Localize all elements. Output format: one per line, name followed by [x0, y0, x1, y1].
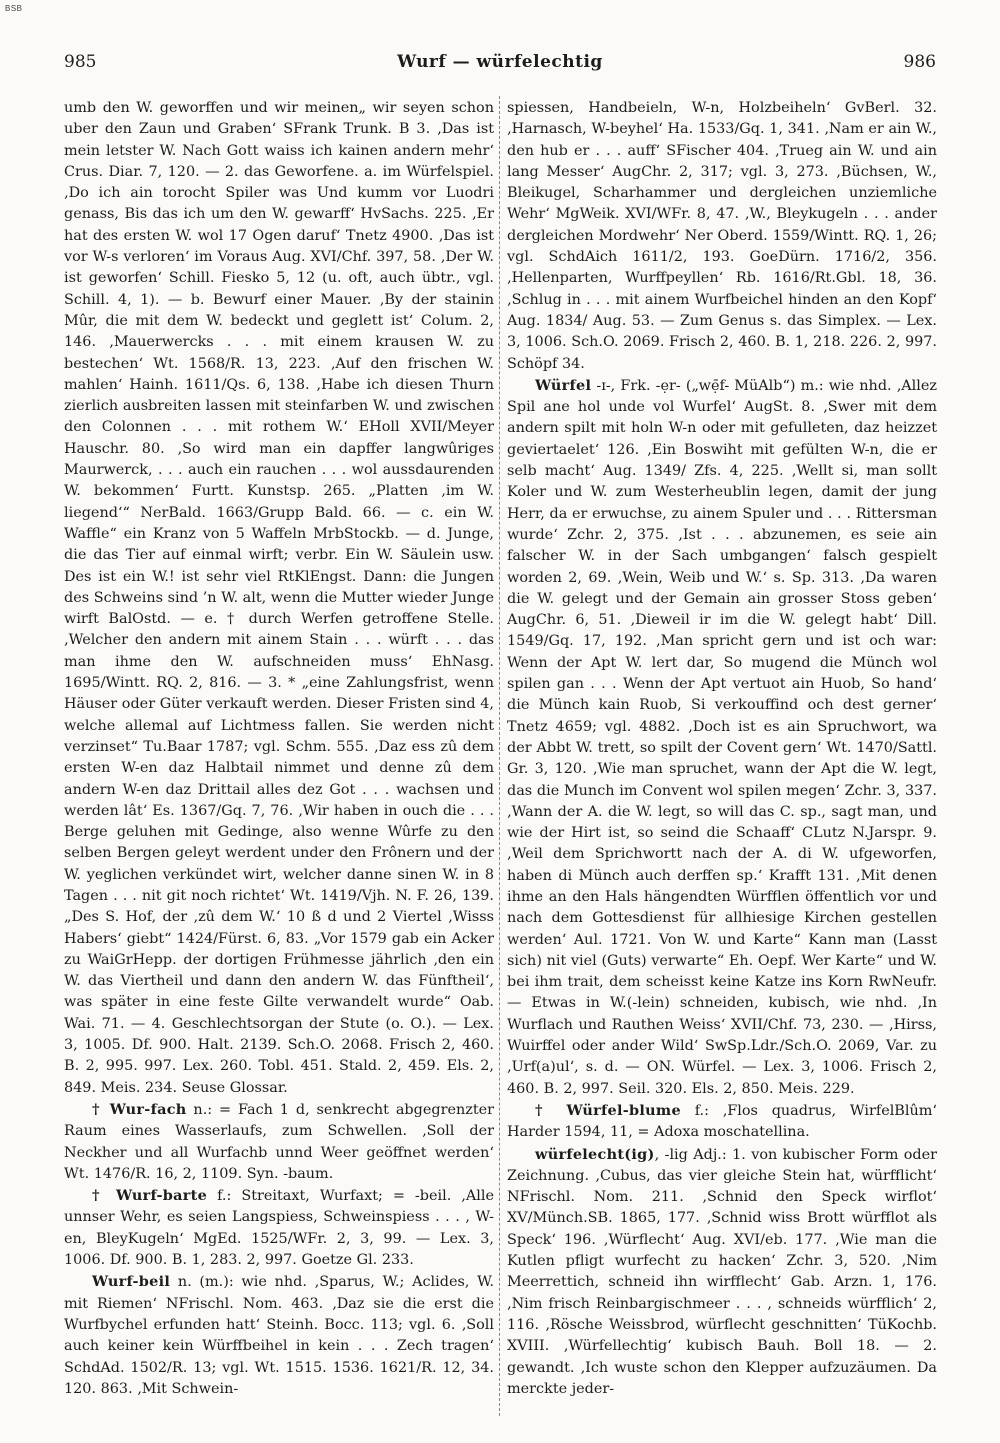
entry-headword: † Würfel-blume [535, 1101, 681, 1119]
dictionary-entry [64, 1099, 494, 1185]
entry-text: , -lig Adj.: 1. von kubischer Form oder Zeichnung. ‚Cubus, das vier gleiche Stein hat, würfflicht‘ NFrischl. Nom. 211. ‚Schnid den Speck wirflot‘ XV/Münch.SB. 1865, 177. ‚Schnid wiss Brott würfflot als Speck‘ 196. ‚Würflecht‘ Aug. XVI/eb. 177. ‚Wie man die Kutlen pfligt wurfecht zu hacken‘ Zchr. 3, 520. ‚Nim Meerrettich, schneid ihn wirfflecht‘ Gab. Arzn. 1, 176. ‚Nim frisch Reinbargischmeer . . . , schneids würfflich‘ 2, 116. ‚Rösche Weissbrod, würflecht geschnitten‘ TüKochb. XVIII. ‚Würfellechtig‘ kubisch Bauh. Boll 18. — 2. gewandt. ‚Ich wuste schon den Klepper aufzuzäumen. Da merckte jeder- [507, 1146, 937, 1397]
paragraph-text: umb den W. geworffen und wir meinen„ wir seyen schon uber den Zaun und Graben‘ SFrank Trunk. B 3. ‚Das ist mein letster W. Nach Gott waiss ich kainen andern mehr‘ Crus. Diar. 7, 120. — 2. das Geworfene. a. im Würfelspiel. ‚Do ich ain torocht Spiler was Und kumm vor Luodri genass, Bis das ich um den W. gewarff‘ HvSachs. 225. ‚Er hat des ersten W. wol 17 Ogen daruf‘ Tnetz 4900. ‚Das ist vor W-s verloren‘ im Voraus Aug. XVI/Chf. 397, 58. ‚Der W. ist geworfen‘ Schill. Fiesko 5, 12 (u. oft, auch übtr., vgl. Schill. 4, 1). — b. Bewurf einer Mauer. ‚By der stainin Mûr, die mit dem W. bedeckt und geglett ist‘ Colum. 2, 146. ‚Mauerwercks . . . mit einem krausen W. zu bestechen‘ Wt. 1568/R. 13, 223. ‚Auf den frischen W. mahlen‘ Hainh. 1611/Qs. 6, 138. ‚Habe ich diesen Thurn zierlich ausbreiten lassen mit steinfarben W. und zwischen den Colonnen . . . mit rothem W.‘ EHoll XVII/Meyer Hauschr. 80. ‚So wird man ein dapffer langwûriges Maurwerck, . . . auch ein rauchen . . . wol aussdaurenden W. bekommen‘ Furtt. Kunstsp. 265. „Platten ‚im W. liegend‘“ NerBald. 1663/Grupp Bald. 66. — c. ein W. Waffle“ ein Kranz von 5 Waffeln MrbStockb. — d. Junge, die das Tier auf einmal wirft; verbr. Ein W. Säulein usw. Des ist ein W.! ist sehr viel RtKlEngst. Dann: die Jungen des Schweins sind ’n W. alt, wenn die Mutter wieder Junge wirft BalOstd. — e. † durch Werfen getroffene Stelle. ‚Welcher den andern mit ainem Stain . . . würft . . . das man ihme den W. aufschneiden muss‘ EhNasg. 1695/Wintt. RQ. 2, 816. — 3. * „eine Zahlungsfrist, wenn Häuser oder Güter verkauft werden. Dieser Fristen sind 4, welche allemal auf Lichtmess fallen. Sie werden nicht verzinset“ Tu.Baar 1787; vgl. Schm. 555. ‚Daz ess zû dem ersten W-en daz Halbtail nimmet und denne zû dem andern W-en daz Drittail alles dez Got . . . wachsen und werden lât‘ Es. 1367/Gq. 7, 76. ‚Wir haben in ouch die . . . Berge geluhen mit Gedinge, also wenne Wûrfe zu den selben Bergen geleyt werdent under den Frônern und der W. yeglichen verkündet wirt, welcher danne sinen W. in 8 Tagen . . . nit git noch richtet‘ Wt. 1419/Vjh. N. F. 26, 139. „Des S. Hof, der ‚zû dem W.‘ 10 ß d und 2 Viertel ‚Wisss Habers‘ giebt“ 1424/Fürst. 6, 83. „Vor 1579 gab ein Acker zu WaiGrHepp. der dortigen Frühmesse jährlich ‚den ein W. das Viertheil und dann den andern W. das Fünftheil‘, was später in eine feste Gilte verwandelt wurde“ Oab. Wai. 71. — 4. Geschlechtsorgan der Stute (o. O.). — Lex. 3, 1005. Df. 900. Halt. 2139. Sch.O. 2068. Frisch 2, 460. B. 2, 995. 997. Lex. 260. Tobl. 451. Stald. 2, 459. Els. 2, 849. Meis. 234. Seuse Glossar. [64, 100, 494, 1096]
paragraph-text: spiessen, Handbeieln, W-n, Holzbeiheln‘ GvBerl. 32. ‚Harnasch, W-beyhel‘ Ha. 1533/Gq. 1, 341. ‚Nam er ain W., den hub er . . . auff‘ SFischer 404. ‚Trueg ain W. und ain lang Messer‘ AugChr. 2, 317; vgl. 3, 273. ‚Büchsen, W., Bleikugel, Scharhammer und dergleichen unziemliche Wehr‘ MgWeik. XVI/WFr. 8, 47. ‚W., Bleykugeln . . . ander dergleichen Mordwehr‘ Ner Oberd. 1559/Wintt. RQ. 1, 26; vgl. SchdAich 1611/2, 193. GoeDürn. 1716/2, 356. ‚Hellenparten, Wurffpeyllen‘ Rb. 1616/Rt.Gbl. 18, 36. ‚Schlug in . . . mit ainem Wurfbeichel hinden an den Kopf‘ Aug. 1834/ Aug. 53. — Zum Genus s. das Simplex. — Lex. 3, 1006. Sch.O. 2069. Frisch 2, 460. B. 1, 218. 226. 2, 997. Schöpf 34. [507, 100, 937, 372]
entry-text: n.: = Fach 1 d, senkrecht abgegrenzter Raum eines Wasserlaufs, zum Schwellen. ‚Soll der Neckher und all Wurfachb unnd Weer geöffnet werden‘ Wt. 1476/R. 16, 2, 1109. Syn. -baum. [64, 1101, 494, 1182]
page-number-right: 986 [903, 52, 936, 72]
left-column [64, 98, 494, 1423]
entry-headword: Würfel [535, 376, 592, 394]
dictionary-entry [64, 1271, 494, 1400]
dictionary-entry [507, 1100, 937, 1144]
body-paragraph [64, 98, 494, 1099]
right-column [507, 98, 937, 1423]
dictionary-entry [507, 1144, 937, 1401]
library-stamp: BSB [5, 4, 23, 13]
page-header [64, 52, 936, 82]
entry-text: n. (m.): wie nhd. ‚Sparus, W.; Aclides, W. mit Riemen‘ NFrischl. Nom. 463. ‚Daz sie die erst die Wurfbychel erfunden hatt‘ Steinh. Bocc. 113; vgl. 6. ‚Soll auch keiner kein Würffbeihel in kein . . . Zech tragen‘ SchdAd. 1502/R. 13; vgl. Wt. 1515. 1536. 1621/R. 12, 34. 120. 863. ‚Mit Schwein- [64, 1274, 494, 1397]
entry-text: f.: Streitaxt, Wurfaxt; = -beil. ‚Alle unnser Wehr, es seien Langspiess, Schweinspiess . . . , W-en, BleyKugeln‘ MgEd. 1525/WFr. 2, 3, 99. — Lex. 3, 1006. Df. 900. B. 1, 283. 2, 997. Goetze Gl. 233. [64, 1188, 494, 1269]
page-number-left: 985 [64, 52, 97, 72]
entry-headword: würfelecht(ig) [535, 1145, 655, 1163]
running-title: Wurf — würfelechtig [397, 52, 603, 72]
entry-headword: † Wurf-barte [92, 1187, 208, 1205]
entry-text: f.: ‚Flos quadrus, WirfelBlûm‘ Harder 1594, 11, = Adoxa moschatellina. [507, 1102, 937, 1141]
column-divider [499, 96, 500, 1416]
entry-headword: † Wur-fach [92, 1100, 187, 1118]
dictionary-entry [64, 1185, 494, 1271]
dictionary-entry [507, 375, 937, 1100]
entry-text: -ɪ-, Frk. -ẹr- („wẹ̄f- MüAlb“) m.: wie nhd. ‚Allez Spil ane hol unde vol Wurfel‘ AugSt. 8. ‚Swer mit dem andern spilt mit holn W-n oder mit gefulleten, daz heizzet geviertaelet‘ 126. ‚Ein Boswiht mit gefülten W-n, die er selb macht‘ Aug. 1349/ Zfs. 4, 225. ‚Wellt si, man sollt Koler und W. zum Westerheublin legen, damit der jung Herr, da er erwuchse, zu ainem Spuler und . . . Rittersman wurde‘ Zchr. 2, 375. ‚Ist . . . abzunemen, es seie ain falscher W. in der Sach umbgangen‘ falsch gespielt worden 2, 69. ‚Wein, Weib und W.‘ s. Sp. 313. ‚Da waren die W. gelegt und der Gemain ain grosser Stoss geben‘ AugChr. 6, 51. ‚Dieweil ir im die W. gelegt habt‘ Dill. 1549/Gq. 17, 192. ‚Man spricht gern und ist och war: Wenn der Apt W. lert dar, So mugend die Münch wol spilen gan . . . Wenn der Apt vertuot ain Huob, So hand‘ die Münch kain Ruob, Si verkouffind och dest gerner‘ Tnetz 4659; vgl. 4882. ‚Doch ist es ain Spruchwort, wa der Abbt W. trett, so spilt der Covent gern‘ Wt. 1470/Sattl. Gr. 3, 120. ‚Wie man spruchet, wann der Apt die W. legt, das die Munch im Convent wol spilen megen‘ Zchr. 3, 337. ‚Wann der A. die W. legt, so will das C. sp., sagt man, und wie der Hirt ist, so seind die Schaaff‘ CLutz N.Jarspr. 9. ‚Weil dem Sprichwortt nach der A. di W. ufgeworfen, haben di Münch auch derffen sp.‘ Krafft 131. ‚Mit denen ihme an den Hals hängendten Würfflen öffentlich vor und nach dem Gottesdienst für allhiesige Kirchen gestellen werden‘ Aul. 1721. Von W. und Karte“ Kann man (Lasst sich) nit viel (Guts) verwarte“ Eh. Oepf. Wer Karte“ und W. bei ihm trait, dem scheisst keine Katze ins Korn RwNeufr. — Etwas in W.(-lein) schneiden, kubisch, wie nhd. ‚In Wurflach und Rauthen Weiss‘ XVII/Chf. 73, 230. — ‚Hirss, Wuirffel oder ander Wild‘ SwSp.Ldr./Sch.O. 2069, Var. zu ‚Urf(a)ul‘, s. d. — ON. Würfel. — Lex. 3, 1006. Frisch 2, 460. B. 2, 997. Seil. 320. Els. 2, 850. Meis. 229. [507, 377, 937, 1097]
body-paragraph [507, 98, 937, 375]
entry-headword: Wurf-beil [92, 1273, 171, 1291]
